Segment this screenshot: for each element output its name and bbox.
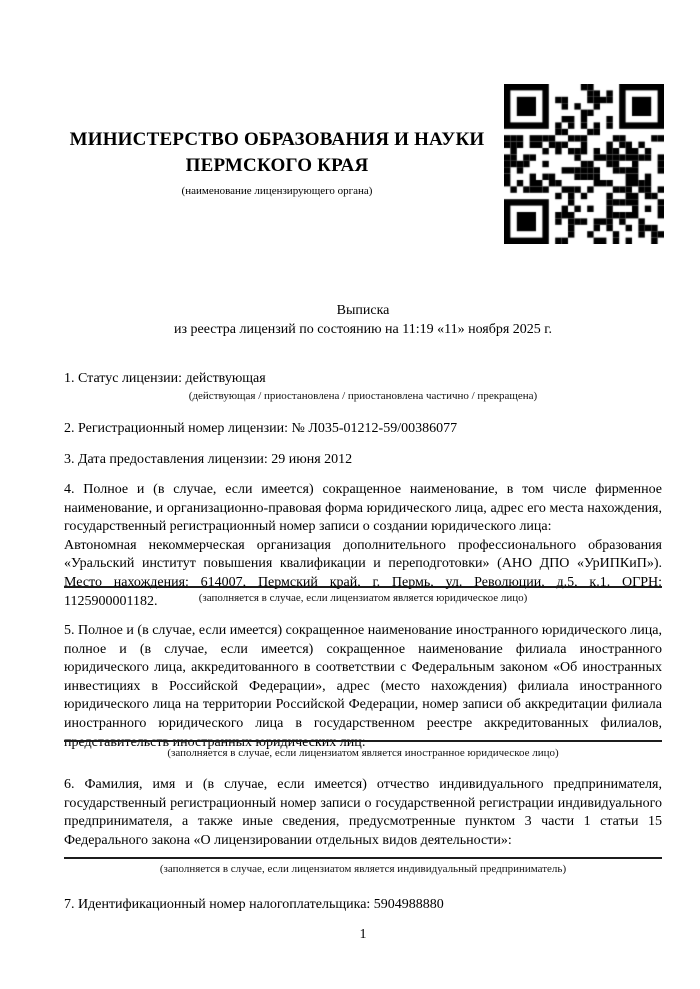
header-block <box>64 127 490 198</box>
item-4-value: Автономная некоммерческая организация дополнительного профессионального образования «Уральский институт повышения квалификации и переподготовки» (АНО ДПО «УрИПКиП»). Место нахождения: 614007, Пермский край, г. Пермь, ул. Революции, д.5, к.1. ОГРН: 1125900001182. <box>64 537 662 609</box>
item-1-note: (действующая / приостановлена / приостановлена частично / прекращена) <box>188 390 538 402</box>
item-5-note: (заполняется в случае, если лицензиатом является иностранное юридическое лицо) <box>167 747 559 759</box>
item-5-foreign-entity: 5. Полное и (в случае, если имеется) сокращенное наименование иностранного юридического лица, полное и (в случае, если имеется) сокращенное наименование филиала иностранного юридического лица, аккредитованного в соответствии с Федеральным законом «Об иностранных инвестициях в Российской Федерации», адрес (место нахождения) филиала иностранного юридического лица на территории Российской Федерации, номер записи об аккредитации филиала иностранного юридического лица в государственном реестре аккредитованных филиалов, представительств иностранных юридических лиц: <box>64 623 662 750</box>
item-3-license-date: 3. Дата предоставления лицензии: 29 июня 2012 <box>64 452 353 467</box>
document-title-line2: из реестра лицензий по состоянию на 11:19 «11» ноября 2025 г. <box>174 322 552 337</box>
item-7-taxpayer-number: 7. Идентификационный номер налогоплательщика: 5904988880 <box>64 897 444 912</box>
item-5-underline <box>64 740 662 742</box>
document-title <box>64 301 662 339</box>
item-1-license-status: 1. Статус лицензии: действующая <box>64 371 266 386</box>
page-number: 1 <box>359 927 367 942</box>
item-4-note: (заполняется в случае, если лицензиатом является юридическое лицо) <box>198 592 528 604</box>
document-title-line1: Выписка <box>336 303 390 318</box>
item-6-note: (заполняется в случае, если лицензиатом является индивидуальный предприниматель) <box>159 863 567 875</box>
ministry-name-line2: ПЕРМСКОГО КРАЯ <box>185 155 369 176</box>
ministry-name-line1: МИНИСТЕРСТВО ОБРАЗОВАНИЯ И НАУКИ <box>69 129 485 150</box>
item-2-registration-number: 2. Регистрационный номер лицензии: № Л035-01212-59/00386077 <box>64 421 458 436</box>
qr-code-icon <box>504 84 664 244</box>
item-6-underline <box>64 857 662 859</box>
header-note: (наименование лицензирующего органа) <box>181 185 373 197</box>
item-4-underline <box>64 586 662 588</box>
item-4-intro: 4. Полное и (в случае, если имеется) сокращенное наименование, в том числе фирменное наименование, и организационно-правовая форма юридического лица, адрес его места нахождения, государственный регистрационный номер записи о создании юридического лица: <box>64 482 662 535</box>
item-6-individual-entrepreneur: 6. Фамилия, имя и (в случае, если имеется) отчество индивидуального предпринимателя, государственный регистрационный номер записи о государственной регистрации индивидуального предпринимателя, а также иные сведения, предусмотренные пунктом 3 части 1 статьи 15 Федерального закона «О лицензировании отдельных видов деятельности»: <box>64 777 662 848</box>
